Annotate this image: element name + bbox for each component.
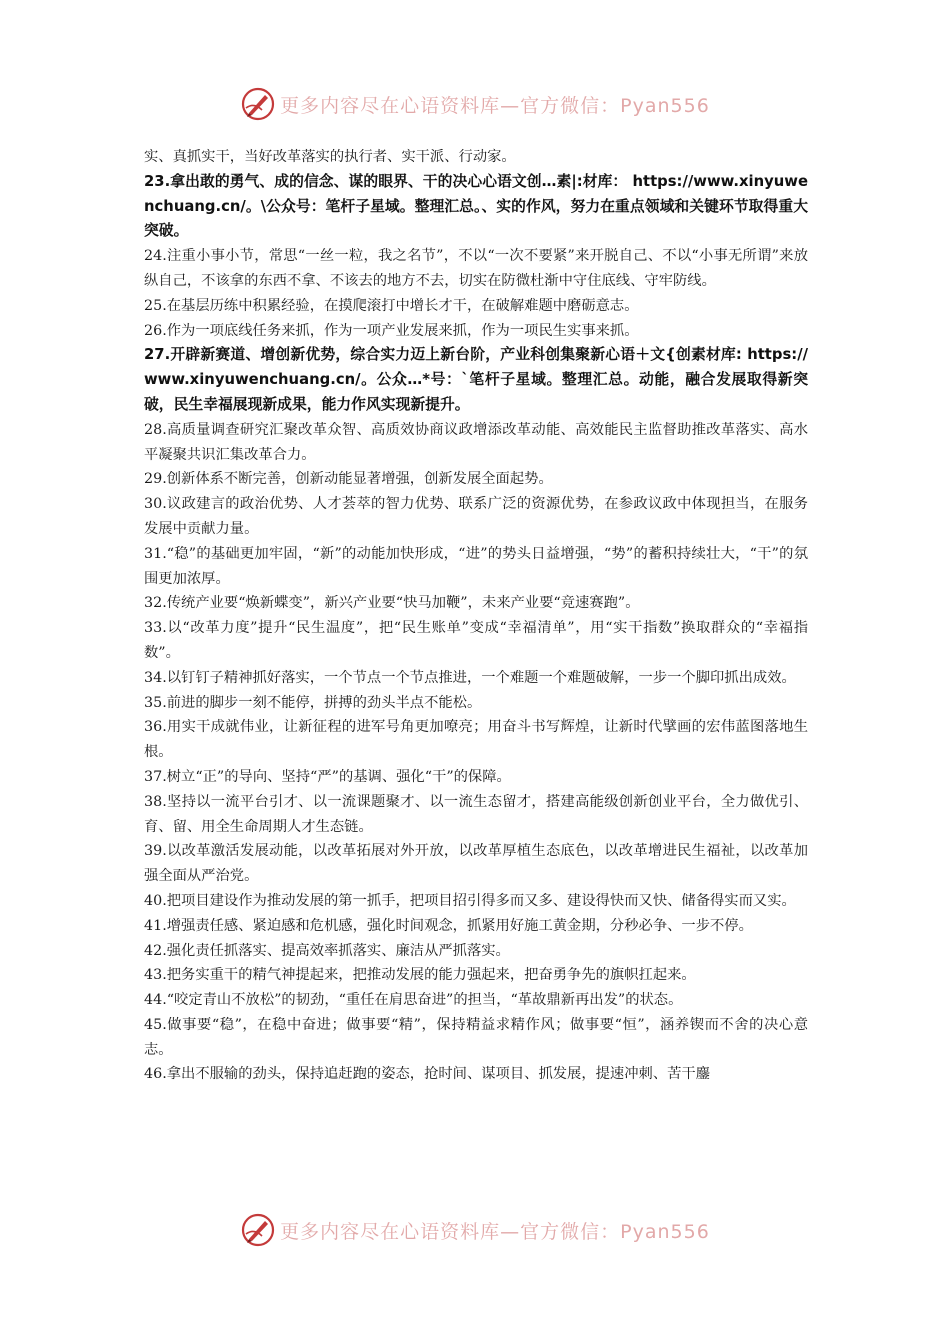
paragraph: 40.把项目建设作为推动发展的第一抓手，把项目招引得多而又多、建设得快而又快、储备得实而又实。 — [144, 892, 796, 909]
paragraph: 33.以“改革力度”提升“民生温度”，把“民生账单”变成“幸福清单”，用“实干指数”换取群众的“幸福指数”。 — [144, 620, 808, 661]
header-watermark-banner — [0, 84, 950, 124]
pen-logo-icon — [240, 86, 276, 122]
paragraph: 26.作为一项底线任务来抓，作为一项产业发展来抓，作为一项民生实事来抓。 — [144, 322, 639, 339]
paragraph: 39.以改革激活发展动能，以改革拓展对外开放，以改革厚植生态底色，以改革增进民生福祉，以改革加强全面从严治党。 — [144, 843, 808, 885]
paragraph: 38.坚持以一流平台引才、以一流课题聚才、以一流生态留才，搭建高能级创新创业平台，全力做优引、育、留、用全生命周期人才生态链。 — [144, 793, 808, 835]
paragraph: 29.创新体系不断完善，创新动能显著增强，创新发展全面起势。 — [144, 471, 553, 488]
paragraph: 27.开辟新赛道、增创新优势，综合实力迈上新台阶，产业科创集聚新心语＋文{创素材库: https://www.xinyuwenchuang.cn/。公众…*号：`笔杆子星域。整理汇总。动能，融合发展取得新突破，民生幸福展现新成果，能力作风实现新提升。 — [144, 346, 808, 413]
paragraph: 24.注重小事小节，常思“一丝一粒，我之名节”，不以“一次不要紧”来开脱自己、不以“小事无所谓”来放纵自己，不该拿的东西不拿、不该去的地方不去，切实在防微杜渐中守住底线、守牢防线。 — [144, 248, 808, 289]
paragraph: 32.传统产业要“焕新蝶变”，新兴产业要“快马加鞭”，未来产业要“竞速赛跑”。 — [144, 595, 640, 612]
paragraph: 28.高质量调查研究汇聚改革众智、高质效协商议政增添改革动能、高效能民主监督助推改革落实、高水平凝聚共识汇集改革合力。 — [144, 421, 808, 463]
pen-logo-icon — [240, 1212, 276, 1248]
document-body — [144, 145, 808, 1087]
paragraph: 42.强化责任抓落实、提高效率抓落实、廉洁从严抓落实。 — [144, 942, 510, 959]
paragraph: 23.拿出敢的勇气、成的信念、谋的眼界、干的决心心语文创…素|:材库： https://www.xinyuwenchuang.cn/。\公众号：笔杆子星域。整理汇总。、实的作风，努力在重点领域和关键环节取得重大突破。 — [144, 172, 808, 240]
watermark-text: 更多内容尽在心语资料库—官方微信：Pyan556 — [280, 1220, 710, 1243]
paragraph: 45.做事要“稳”，在稳中奋进；做事要“精”，保持精益求精作风；做事要“恒”，涵养锲而不舍的决心意志。 — [144, 1016, 808, 1058]
paragraph: 35.前进的脚步一刻不能停，拼搏的劲头半点不能松。 — [144, 694, 482, 711]
paragraph: 46.拿出不服输的劲头，保持追赶跑的姿态，抢时间、谋项目、抓发展，提速冲刺、苦干鏖 — [144, 1066, 711, 1083]
paragraph: 37.树立“正”的导向、坚持“严”的基调、强化“干”的保障。 — [144, 768, 511, 785]
paragraph: 36.用实干成就伟业，让新征程的进军号角更加嘹亮；用奋斗书写辉煌，让新时代擘画的宏伟蓝图落地生根。 — [144, 719, 808, 761]
paragraph: 实、真抓实干，当好改革落实的执行者、实干派、行动家。 — [144, 149, 516, 165]
paragraph: 34.以钉钉子精神抓好落实，一个节点一个节点推进，一个难题一个难题破解，一步一个脚印抓出成效。 — [144, 669, 796, 686]
paragraph: 31.“稳”的基础更加牢固，“新”的动能加快形成，“进”的势头日益增强，“势”的蓄积持续壮大，“干”的氛围更加浓厚。 — [144, 545, 808, 587]
paragraph: 41.增强责任感、紧迫感和危机感，强化时间观念，抓紧用好施工黄金期，分秒必争、一步不停。 — [144, 917, 753, 934]
paragraph: 44.“咬定青山不放松”的韧劲，“重任在肩思奋进”的担当，“革故鼎新再出发”的状态。 — [144, 992, 683, 1009]
paragraph: 25.在基层历练中积累经验，在摸爬滚打中增长才干，在破解难题中磨砺意志。 — [144, 297, 639, 314]
paragraph: 30.议政建言的政治优势、人才荟萃的智力优势、联系广泛的资源优势，在参政议政中体现担当，在服务发展中贡献力量。 — [144, 496, 808, 537]
watermark-text: 更多内容尽在心语资料库—官方微信：Pyan556 — [280, 94, 710, 117]
paragraph: 43.把务实重干的精气神提起来，把推动发展的能力强起来，把奋勇争先的旗帜扛起来。 — [144, 967, 696, 984]
footer-watermark-banner — [0, 1210, 950, 1250]
